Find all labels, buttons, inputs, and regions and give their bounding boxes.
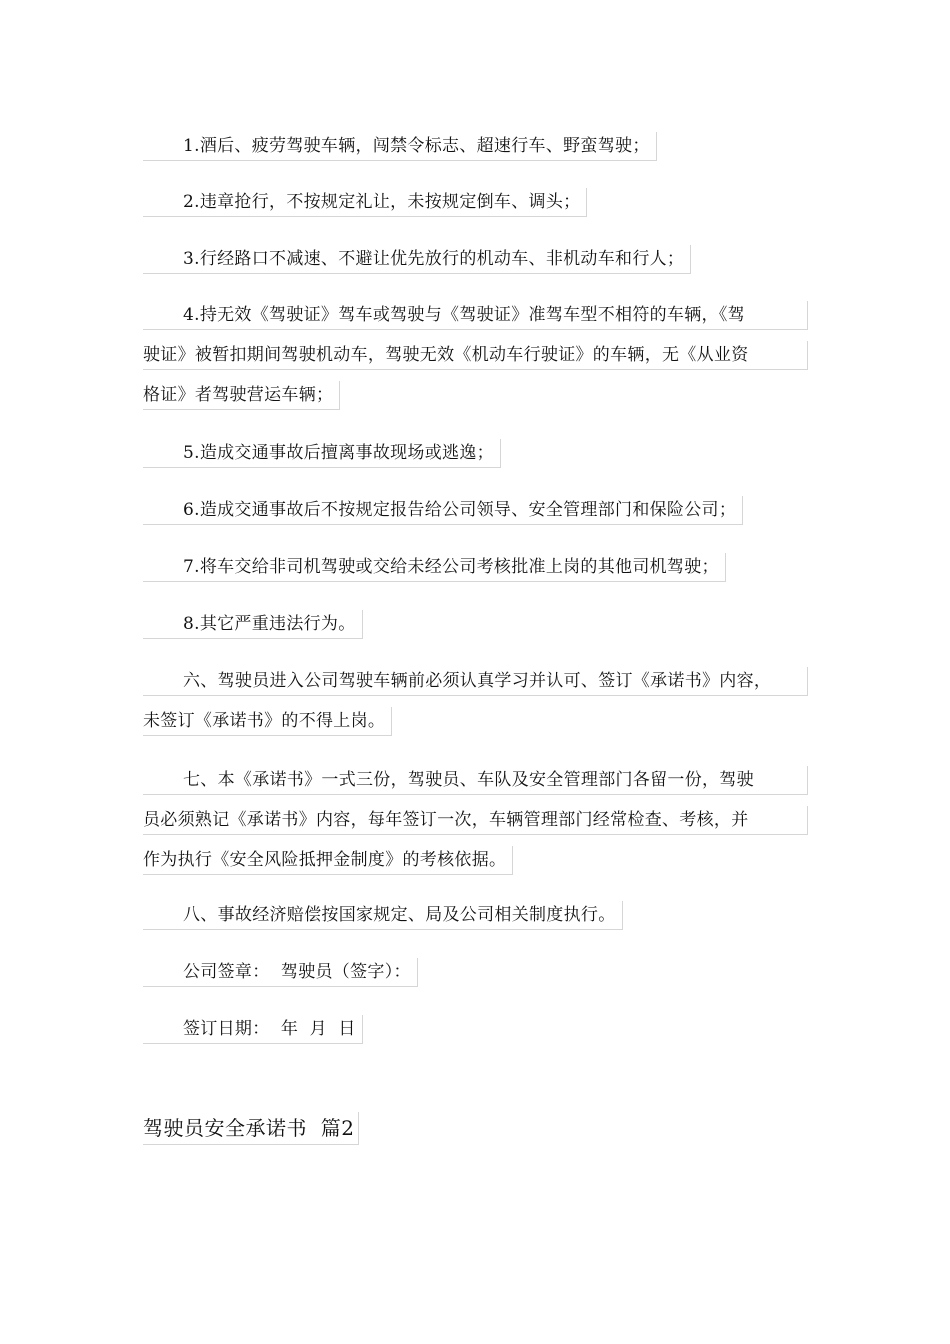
clause-eight: [143, 895, 807, 935]
list-item-3: [143, 239, 807, 279]
list-item-2: [143, 182, 807, 222]
paragraph-line: 六、驾驶员进入公司驾驶车辆前必须认真学习并认可、签订《承诺书》内容，: [143, 667, 808, 696]
paragraph-line: 格证》者驾驶营运车辆；: [143, 381, 340, 410]
paragraph-line: 七、本《承诺书》一式三份，驾驶员、车队及安全管理部门各留一份，驾驶: [143, 766, 808, 795]
paragraph-line: 员必须熟记《承诺书》内容，每年签订一次，车辆管理部门经常检查、考核，并: [143, 806, 808, 835]
clause-six: [143, 661, 807, 741]
paragraph-line: 1.酒后、疲劳驾驶车辆，闯禁令标志、超速行车、野蛮驾驶；: [143, 132, 657, 161]
list-item-1: [143, 126, 807, 166]
clause-seven: [143, 760, 807, 880]
paragraph-line: 作为执行《安全风险抵押金制度》的考核依据。: [143, 846, 513, 875]
section-heading: [143, 1112, 359, 1145]
date-line: [143, 1009, 807, 1049]
list-item-7: [143, 547, 807, 587]
list-item-8: [143, 604, 807, 644]
paragraph-line: 八、事故经济赔偿按国家规定、局及公司相关制度执行。: [143, 901, 623, 930]
paragraph-line: 6.造成交通事故后不按规定报告给公司领导、安全管理部门和保险公司；: [143, 496, 743, 525]
paragraph-line: 8.其它严重违法行为。: [143, 610, 363, 639]
paragraph-line: 驶证》被暂扣期间驾驶机动车，驾驶无效《机动车行驶证》的车辆，无《从业资: [143, 341, 808, 370]
paragraph-line: 未签订《承诺书》的不得上岗。: [143, 707, 392, 736]
paragraph-line: 2.违章抢行，不按规定礼让，未按规定倒车、调头；: [143, 188, 587, 217]
list-item-5: [143, 433, 807, 473]
paragraph-line: 5.造成交通事故后擅离事故现场或逃逸；: [143, 439, 501, 468]
paragraph-line: 4.持无效《驾驶证》驾车或驾驶与《驾驶证》准驾车型不相符的车辆，《驾: [143, 301, 808, 330]
signature-line: [143, 952, 807, 992]
paragraph-line: 签订日期： 年 月 日: [143, 1015, 363, 1044]
paragraph-line: 公司签章： 驾驶员（签字）：: [143, 958, 418, 987]
paragraph-line: 3.行经路口不减速、不避让优先放行的机动车、非机动车和行人；: [143, 245, 691, 274]
paragraph-line: 7.将车交给非司机驾驶或交给未经公司考核批准上岗的其他司机驾驶；: [143, 553, 726, 582]
list-item-6: [143, 490, 807, 530]
section-heading-text: 驾驶员安全承诺书 篇2: [143, 1112, 359, 1145]
list-item-4: [143, 295, 807, 415]
